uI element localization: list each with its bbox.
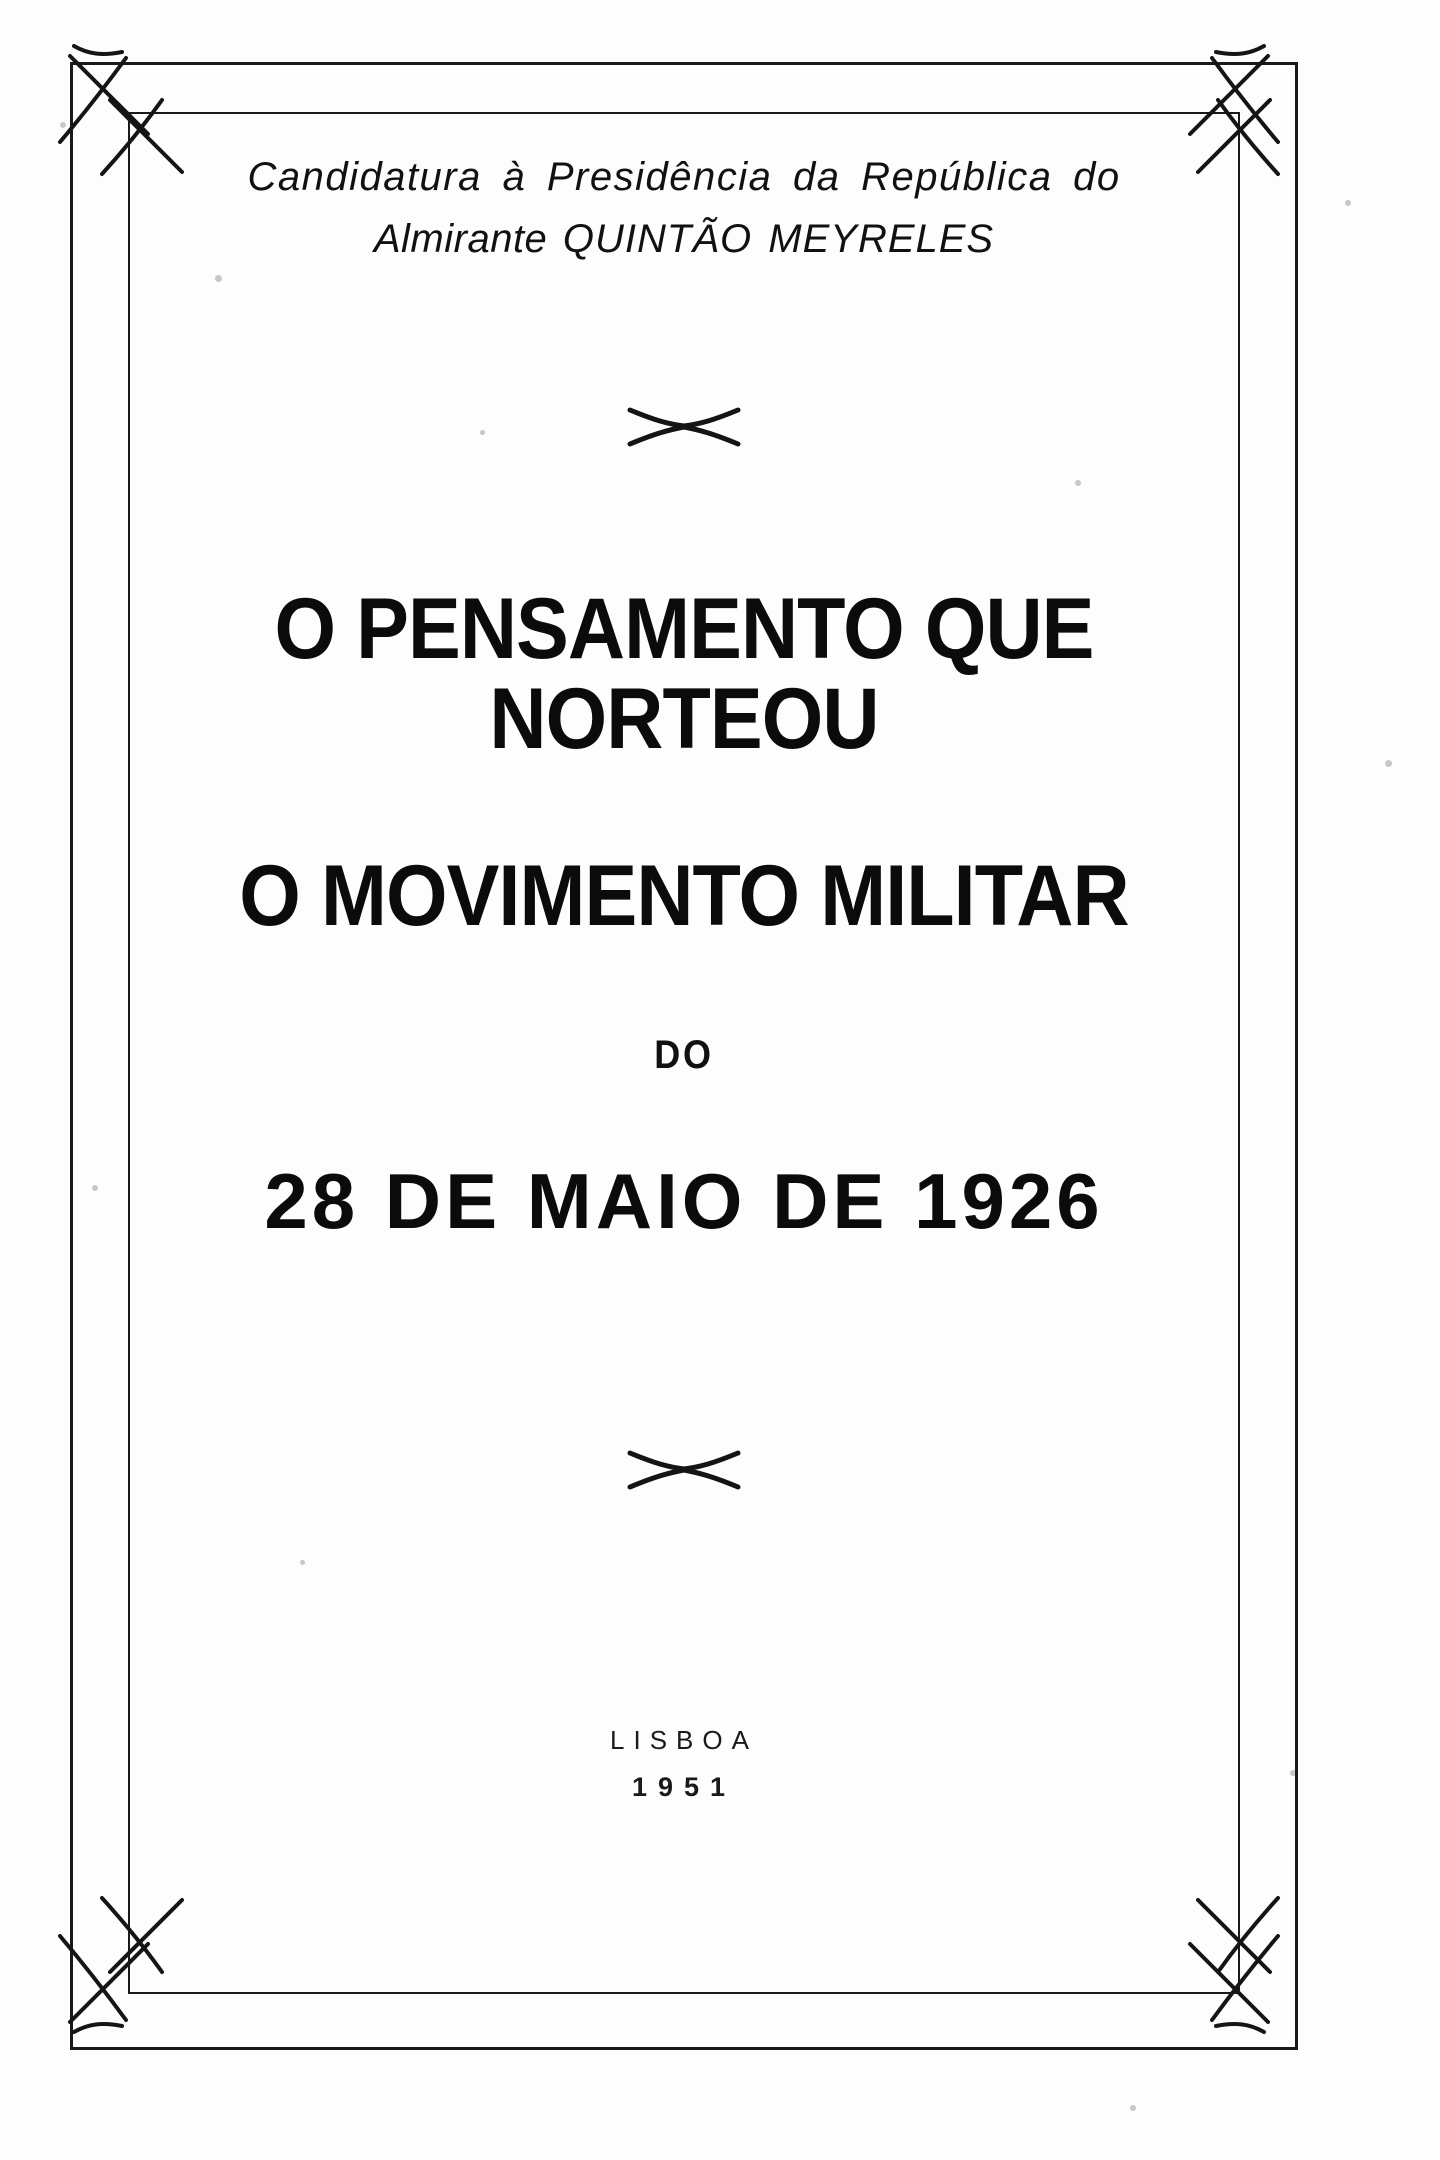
title-page-content <box>160 120 1208 1803</box>
scan-speck <box>60 122 66 128</box>
fleuron-ornament-icon <box>624 1443 744 1495</box>
kicker-prefix: Almirante <box>373 217 563 261</box>
candidacy-kicker <box>160 146 1208 270</box>
imprint-year: 1951 <box>631 1771 737 1802</box>
kicker-line-1: Candidatura à Presidência da República do <box>247 155 1121 199</box>
imprint-city: LISBOA <box>610 1724 758 1755</box>
scan-speck <box>1345 200 1351 206</box>
main-title <box>160 581 1208 944</box>
scan-speck <box>1130 2105 1136 2111</box>
fleuron-ornament-icon <box>624 400 744 452</box>
kicker-line-2 <box>160 208 1208 270</box>
scan-speck <box>1385 760 1392 767</box>
date-line: 28 DE MAIO DE 1926 <box>264 1156 1104 1245</box>
connector-word: DO <box>654 1032 714 1077</box>
title-line-1: O PENSAMENTO QUE NORTEOU <box>274 581 1094 768</box>
imprint <box>160 1725 1208 1803</box>
candidate-name: QUINTÃO MEYRELES <box>562 217 995 261</box>
title-line-2: O MOVIMENTO MILITAR <box>239 847 1129 944</box>
